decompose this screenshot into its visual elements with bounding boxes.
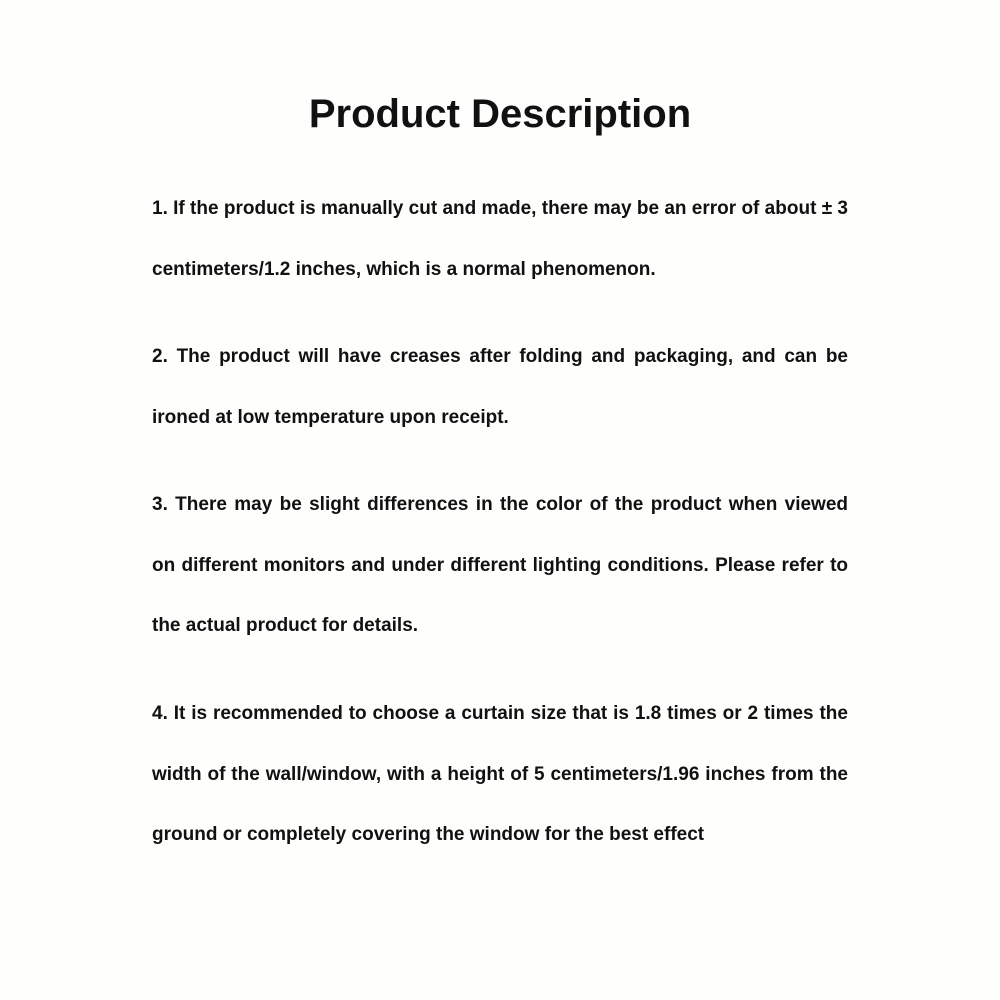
description-item-1: 1. If the product is manually cut and made, there may be an error of about ± 3 centimeters/1.2 inches, which is a normal phenomenon.: [152, 198, 848, 280]
page-title: Product Description: [308, 92, 692, 136]
description-item-4: 4. It is recommended to choose a curtain size that is 1.8 times or 2 times the width of the wall/window, with a height of 5 centimeters/1.96 inches from the ground or completely covering the window for the best effect: [152, 703, 848, 845]
description-item-2: 2. The product will have creases after folding and packaging, and can be ironed at low temperature upon receipt.: [152, 346, 848, 428]
description-item-3: 3. There may be slight differences in the color of the product when viewed on different monitors and under different lighting conditions. Please refer to the actual product for details.: [152, 494, 848, 636]
